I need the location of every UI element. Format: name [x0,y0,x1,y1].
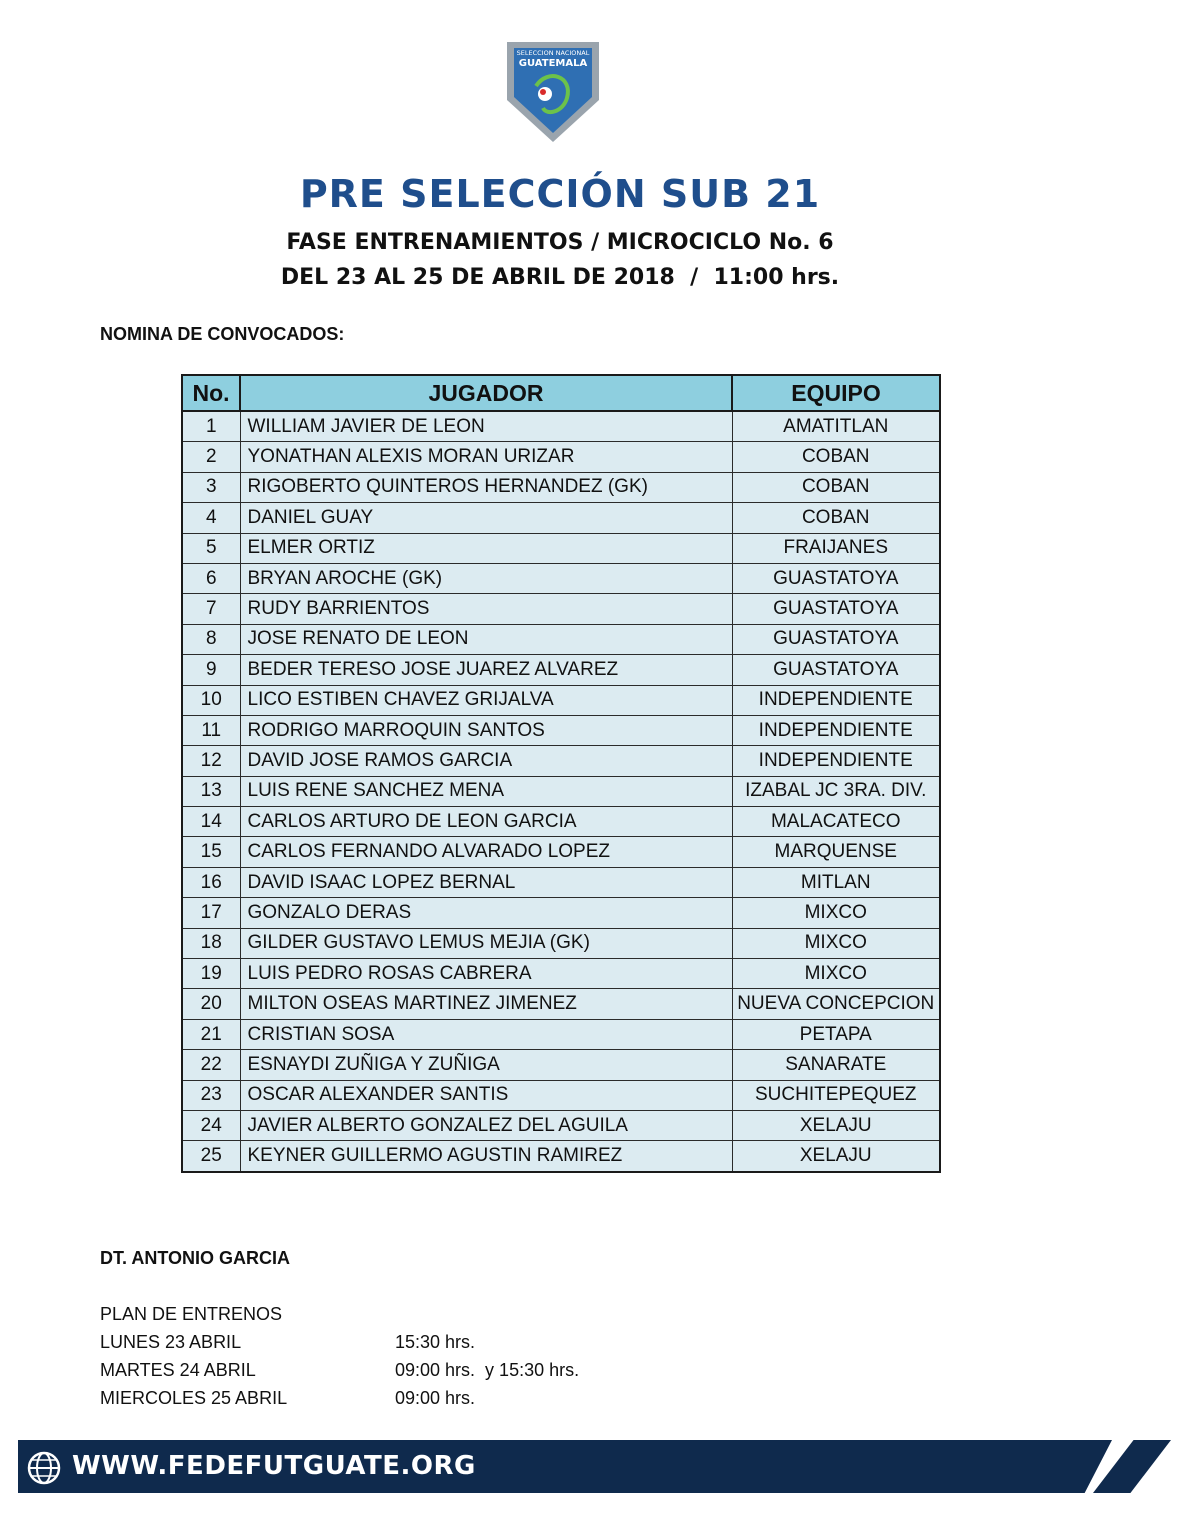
player-team: MALACATECO [732,807,940,837]
player-team: MIXCO [732,898,940,928]
coach-name: DT. ANTONIO GARCIA [100,1248,291,1268]
table-row [182,1141,940,1172]
player-name: ESNAYDI ZUÑIGA Y ZUÑIGA [240,1050,732,1080]
player-name: BEDER TERESO JOSE JUAREZ ALVAREZ [240,655,732,685]
player-number: 19 [182,959,240,989]
player-team: XELAJU [732,1110,940,1140]
player-team: COBAN [732,472,940,502]
player-team: MIXCO [732,959,940,989]
roster-table [181,374,941,1173]
table-row [182,594,940,624]
plan-day: LUNES 23 ABRIL [100,1332,242,1352]
player-team: MIXCO [732,928,940,958]
table-row [182,898,940,928]
player-team: XELAJU [732,1141,940,1172]
player-number: 20 [182,989,240,1019]
table-row [182,959,940,989]
table-row [182,1110,940,1140]
player-name: CARLOS FERNANDO ALVARADO LOPEZ [240,837,732,867]
table-row [182,837,940,867]
player-number: 5 [182,533,240,563]
table-row [182,1019,940,1049]
table-row [182,807,940,837]
player-name: DAVID JOSE RAMOS GARCIA [240,746,732,776]
player-number: 22 [182,1050,240,1080]
player-team: INDEPENDIENTE [732,715,940,745]
player-name: LUIS RENE SANCHEZ MENA [240,776,732,806]
player-name: RIGOBERTO QUINTEROS HERNANDEZ (GK) [240,472,732,502]
table-row [182,715,940,745]
player-team: GUASTATOYA [732,563,940,593]
player-number: 3 [182,472,240,502]
plan-day: MIERCOLES 25 ABRIL [100,1388,288,1408]
player-team: FRAIJANES [732,533,940,563]
header-player: JUGADOR [240,375,732,411]
player-name: WILLIAM JAVIER DE LEON [240,411,732,442]
player-name: DAVID ISAAC LOPEZ BERNAL [240,867,732,897]
nomina-label: NOMINA DE CONVOCADOS: [100,324,345,344]
training-plan [100,1300,579,1412]
plan-time: 15:30 hrs. [395,1332,476,1352]
table-row [182,503,940,533]
plan-title: PLAN DE ENTRENOS [100,1304,283,1324]
player-name: LICO ESTIBEN CHAVEZ GRIJALVA [240,685,732,715]
table-row [182,746,940,776]
plan-time: 09:00 hrs. y 15:30 hrs. [395,1360,580,1380]
table-row [182,928,940,958]
player-name: DANIEL GUAY [240,503,732,533]
player-name: CRISTIAN SOSA [240,1019,732,1049]
plan-item [100,1356,579,1384]
table-row [182,989,940,1019]
logo-main-text: GUATEMALA [518,58,588,69]
player-team: IZABAL JC 3RA. DIV. [732,776,940,806]
player-number: 1 [182,411,240,442]
player-team: COBAN [732,442,940,472]
player-team: MITLAN [732,867,940,897]
player-number: 18 [182,928,240,958]
table-row [182,685,940,715]
player-name: GILDER GUSTAVO LEMUS MEJIA (GK) [240,928,732,958]
table-row [182,776,940,806]
table-row [182,1080,940,1110]
player-number: 7 [182,594,240,624]
player-name: JOSE RENATO DE LEON [240,624,732,654]
player-name: RUDY BARRIENTOS [240,594,732,624]
player-number: 8 [182,624,240,654]
table-row [182,867,940,897]
header-team: EQUIPO [732,375,940,411]
player-number: 16 [182,867,240,897]
player-number: 11 [182,715,240,745]
player-team: INDEPENDIENTE [732,746,940,776]
player-name: ELMER ORTIZ [240,533,732,563]
table-row [182,411,940,442]
player-number: 2 [182,442,240,472]
logo-small-text: SELECCION NACIONAL [516,49,590,57]
page-title: PRE SELECCIÓN SUB 21 [299,172,821,216]
player-team: GUASTATOYA [732,655,940,685]
player-team: INDEPENDIENTE [732,685,940,715]
player-team: NUEVA CONCEPCION [732,989,940,1019]
player-number: 13 [182,776,240,806]
player-number: 15 [182,837,240,867]
player-team: GUASTATOYA [732,624,940,654]
player-team: GUASTATOYA [732,594,940,624]
player-name: KEYNER GUILLERMO AGUSTIN RAMIREZ [240,1141,732,1172]
player-name: OSCAR ALEXANDER SANTIS [240,1080,732,1110]
table-row [182,533,940,563]
table-row [182,472,940,502]
plan-item [100,1328,579,1356]
federation-crest-logo [503,38,603,146]
table-row [182,624,940,654]
player-team: MARQUENSE [732,837,940,867]
player-number: 14 [182,807,240,837]
player-number: 23 [182,1080,240,1110]
player-team: COBAN [732,503,940,533]
player-number: 6 [182,563,240,593]
player-number: 4 [182,503,240,533]
plan-time: 09:00 hrs. [395,1388,476,1408]
player-team: PETAPA [732,1019,940,1049]
subtitle-dates: DEL 23 AL 25 DE ABRIL DE 2018 / 11:00 hrs. [280,265,840,290]
plan-day: MARTES 24 ABRIL [100,1360,256,1380]
player-number: 10 [182,685,240,715]
subtitle-phase: FASE ENTRENAMIENTOS / MICROCICLO No. 6 [286,230,834,255]
player-name: YONATHAN ALEXIS MORAN URIZAR [240,442,732,472]
player-name: GONZALO DERAS [240,898,732,928]
website-url[interactable]: WWW.FEDEFUTGUATE.ORG [72,1451,476,1481]
player-team: SUCHITEPEQUEZ [732,1080,940,1110]
globe-icon [26,1450,62,1486]
player-number: 17 [182,898,240,928]
player-name: MILTON OSEAS MARTINEZ JIMENEZ [240,989,732,1019]
table-row [182,655,940,685]
player-number: 9 [182,655,240,685]
table-row [182,1050,940,1080]
player-name: JAVIER ALBERTO GONZALEZ DEL AGUILA [240,1110,732,1140]
player-number: 24 [182,1110,240,1140]
player-team: AMATITLAN [732,411,940,442]
header-no: No. [182,375,240,411]
table-row [182,563,940,593]
player-team: SANARATE [732,1050,940,1080]
table-row [182,442,940,472]
player-number: 12 [182,746,240,776]
player-name: RODRIGO MARROQUIN SANTOS [240,715,732,745]
player-name: BRYAN AROCHE (GK) [240,563,732,593]
player-name: CARLOS ARTURO DE LEON GARCIA [240,807,732,837]
plan-item [100,1384,579,1412]
player-number: 21 [182,1019,240,1049]
player-name: LUIS PEDRO ROSAS CABRERA [240,959,732,989]
player-number: 25 [182,1141,240,1172]
table-header-row [182,375,940,411]
